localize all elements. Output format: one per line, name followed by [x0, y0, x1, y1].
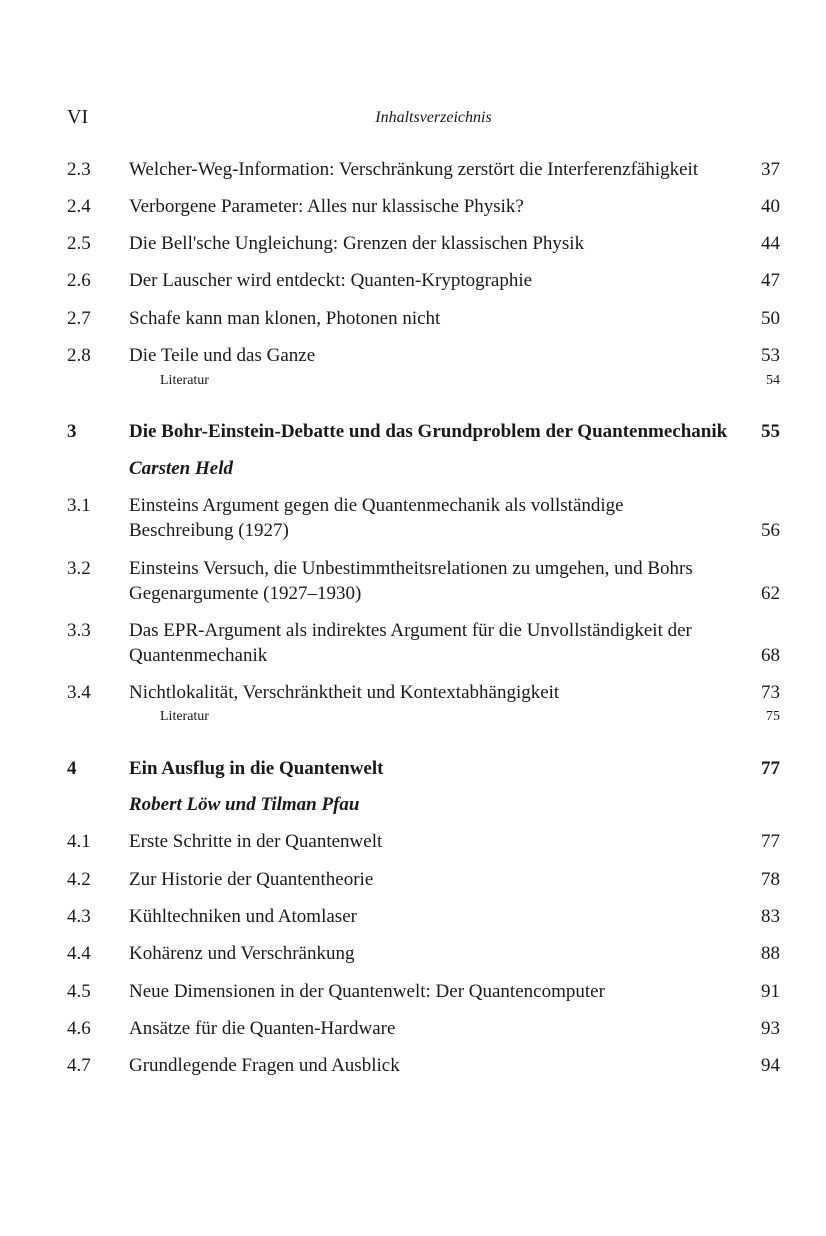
page-ref: 77 — [761, 758, 780, 779]
section-title: Ansätze für die Quanten-Hardware — [129, 1018, 396, 1039]
page-ref: 94 — [761, 1055, 780, 1076]
section-number: 4.5 — [67, 981, 91, 1002]
page-number: VI — [67, 106, 89, 128]
section-number: 3.1 — [67, 495, 91, 516]
page-ref: 62 — [761, 583, 780, 604]
page-ref: 68 — [761, 645, 780, 666]
chapter-title: Ein Ausflug in die Quantenwelt — [129, 758, 384, 779]
author-name: Carsten Held — [129, 458, 233, 479]
section-title: Der Lauscher wird entdeckt: Quanten-Kryptographie — [129, 270, 533, 291]
section-number: 4.4 — [67, 943, 91, 964]
page-ref: 91 — [761, 981, 780, 1002]
page-header — [67, 106, 780, 130]
section-title: Zur Historie der Quantentheorie — [129, 869, 374, 890]
section-number: 2.8 — [67, 345, 91, 366]
page-ref: 93 — [761, 1018, 780, 1039]
section-title: Grundlegende Fragen und Ausblick — [129, 1055, 400, 1076]
section-title-line: Einsteins Argument gegen die Quantenmechanik als vollständige — [129, 495, 624, 516]
section-number: 2.4 — [67, 196, 91, 217]
section-number: 2.3 — [67, 159, 91, 180]
page-ref: 53 — [761, 345, 780, 366]
author-name: Robert Löw und Tilman Pfau — [129, 794, 360, 815]
section-title: Nichtlokalität, Verschränktheit und Kontextabhängigkeit — [129, 682, 560, 703]
page-ref: 37 — [761, 159, 780, 180]
section-number: 4.1 — [67, 831, 91, 852]
page-ref: 56 — [761, 520, 780, 541]
section-title: Die Bell'sche Ungleichung: Grenzen der klassischen Physik — [129, 233, 585, 254]
section-number: 2.7 — [67, 308, 91, 329]
section-title: Kühltechniken und Atomlaser — [129, 906, 357, 927]
section-number: 4.6 — [67, 1018, 91, 1039]
chapter-number: 3 — [67, 421, 77, 442]
section-title: Kohärenz und Verschränkung — [129, 943, 355, 964]
section-number: 3.2 — [67, 558, 91, 579]
toc-entry — [67, 556, 780, 606]
chapter-title: Die Bohr-Einstein-Debatte und das Grundproblem der Quantenmechanik — [129, 421, 728, 442]
page-ref: 44 — [761, 233, 780, 254]
section-number: 2.5 — [67, 233, 91, 254]
page-ref: 50 — [761, 308, 780, 329]
page-ref: 75 — [766, 709, 780, 724]
section-number: 3.4 — [67, 682, 91, 703]
running-title: Inhaltsverzeichnis — [375, 109, 492, 126]
page-ref: 54 — [766, 373, 780, 388]
page-ref: 40 — [761, 196, 780, 217]
page-ref: 83 — [761, 906, 780, 927]
page-ref: 78 — [761, 869, 780, 890]
page-ref: 88 — [761, 943, 780, 964]
section-title: Neue Dimensionen in der Quantenwelt: Der Quantencomputer — [129, 981, 605, 1002]
toc-entry — [67, 493, 780, 543]
section-number: 3.3 — [67, 620, 91, 641]
section-title: Welcher-Weg-Information: Verschränkung zerstört die Interferenzfähigkeit — [129, 159, 699, 180]
page-ref: 47 — [761, 270, 780, 291]
section-title: Schafe kann man klonen, Photonen nicht — [129, 308, 441, 329]
literature-label: Literatur — [160, 373, 209, 388]
section-title-line: Quantenmechanik — [129, 645, 268, 666]
section-title: Verborgene Parameter: Alles nur klassische Physik? — [129, 196, 524, 217]
chapter-number: 4 — [67, 758, 77, 779]
page-ref: 73 — [761, 682, 780, 703]
section-number: 4.3 — [67, 906, 91, 927]
section-title-line: Einsteins Versuch, die Unbestimmtheitsrelationen zu umgehen, und Bohrs — [129, 558, 693, 579]
toc-entry — [67, 618, 780, 668]
section-title-line: Beschreibung (1927) — [129, 520, 289, 541]
section-number: 4.2 — [67, 869, 91, 890]
page-ref: 77 — [761, 831, 780, 852]
section-title: Erste Schritte in der Quantenwelt — [129, 831, 383, 852]
section-title: Die Teile und das Ganze — [129, 345, 316, 366]
literature-label: Literatur — [160, 709, 209, 724]
section-title-line: Das EPR-Argument als indirektes Argument für die Unvollständigkeit der — [129, 620, 692, 641]
section-title-line: Gegenargumente (1927–1930) — [129, 583, 362, 604]
section-number: 2.6 — [67, 270, 91, 291]
section-number: 4.7 — [67, 1055, 91, 1076]
page-ref: 55 — [761, 421, 780, 442]
